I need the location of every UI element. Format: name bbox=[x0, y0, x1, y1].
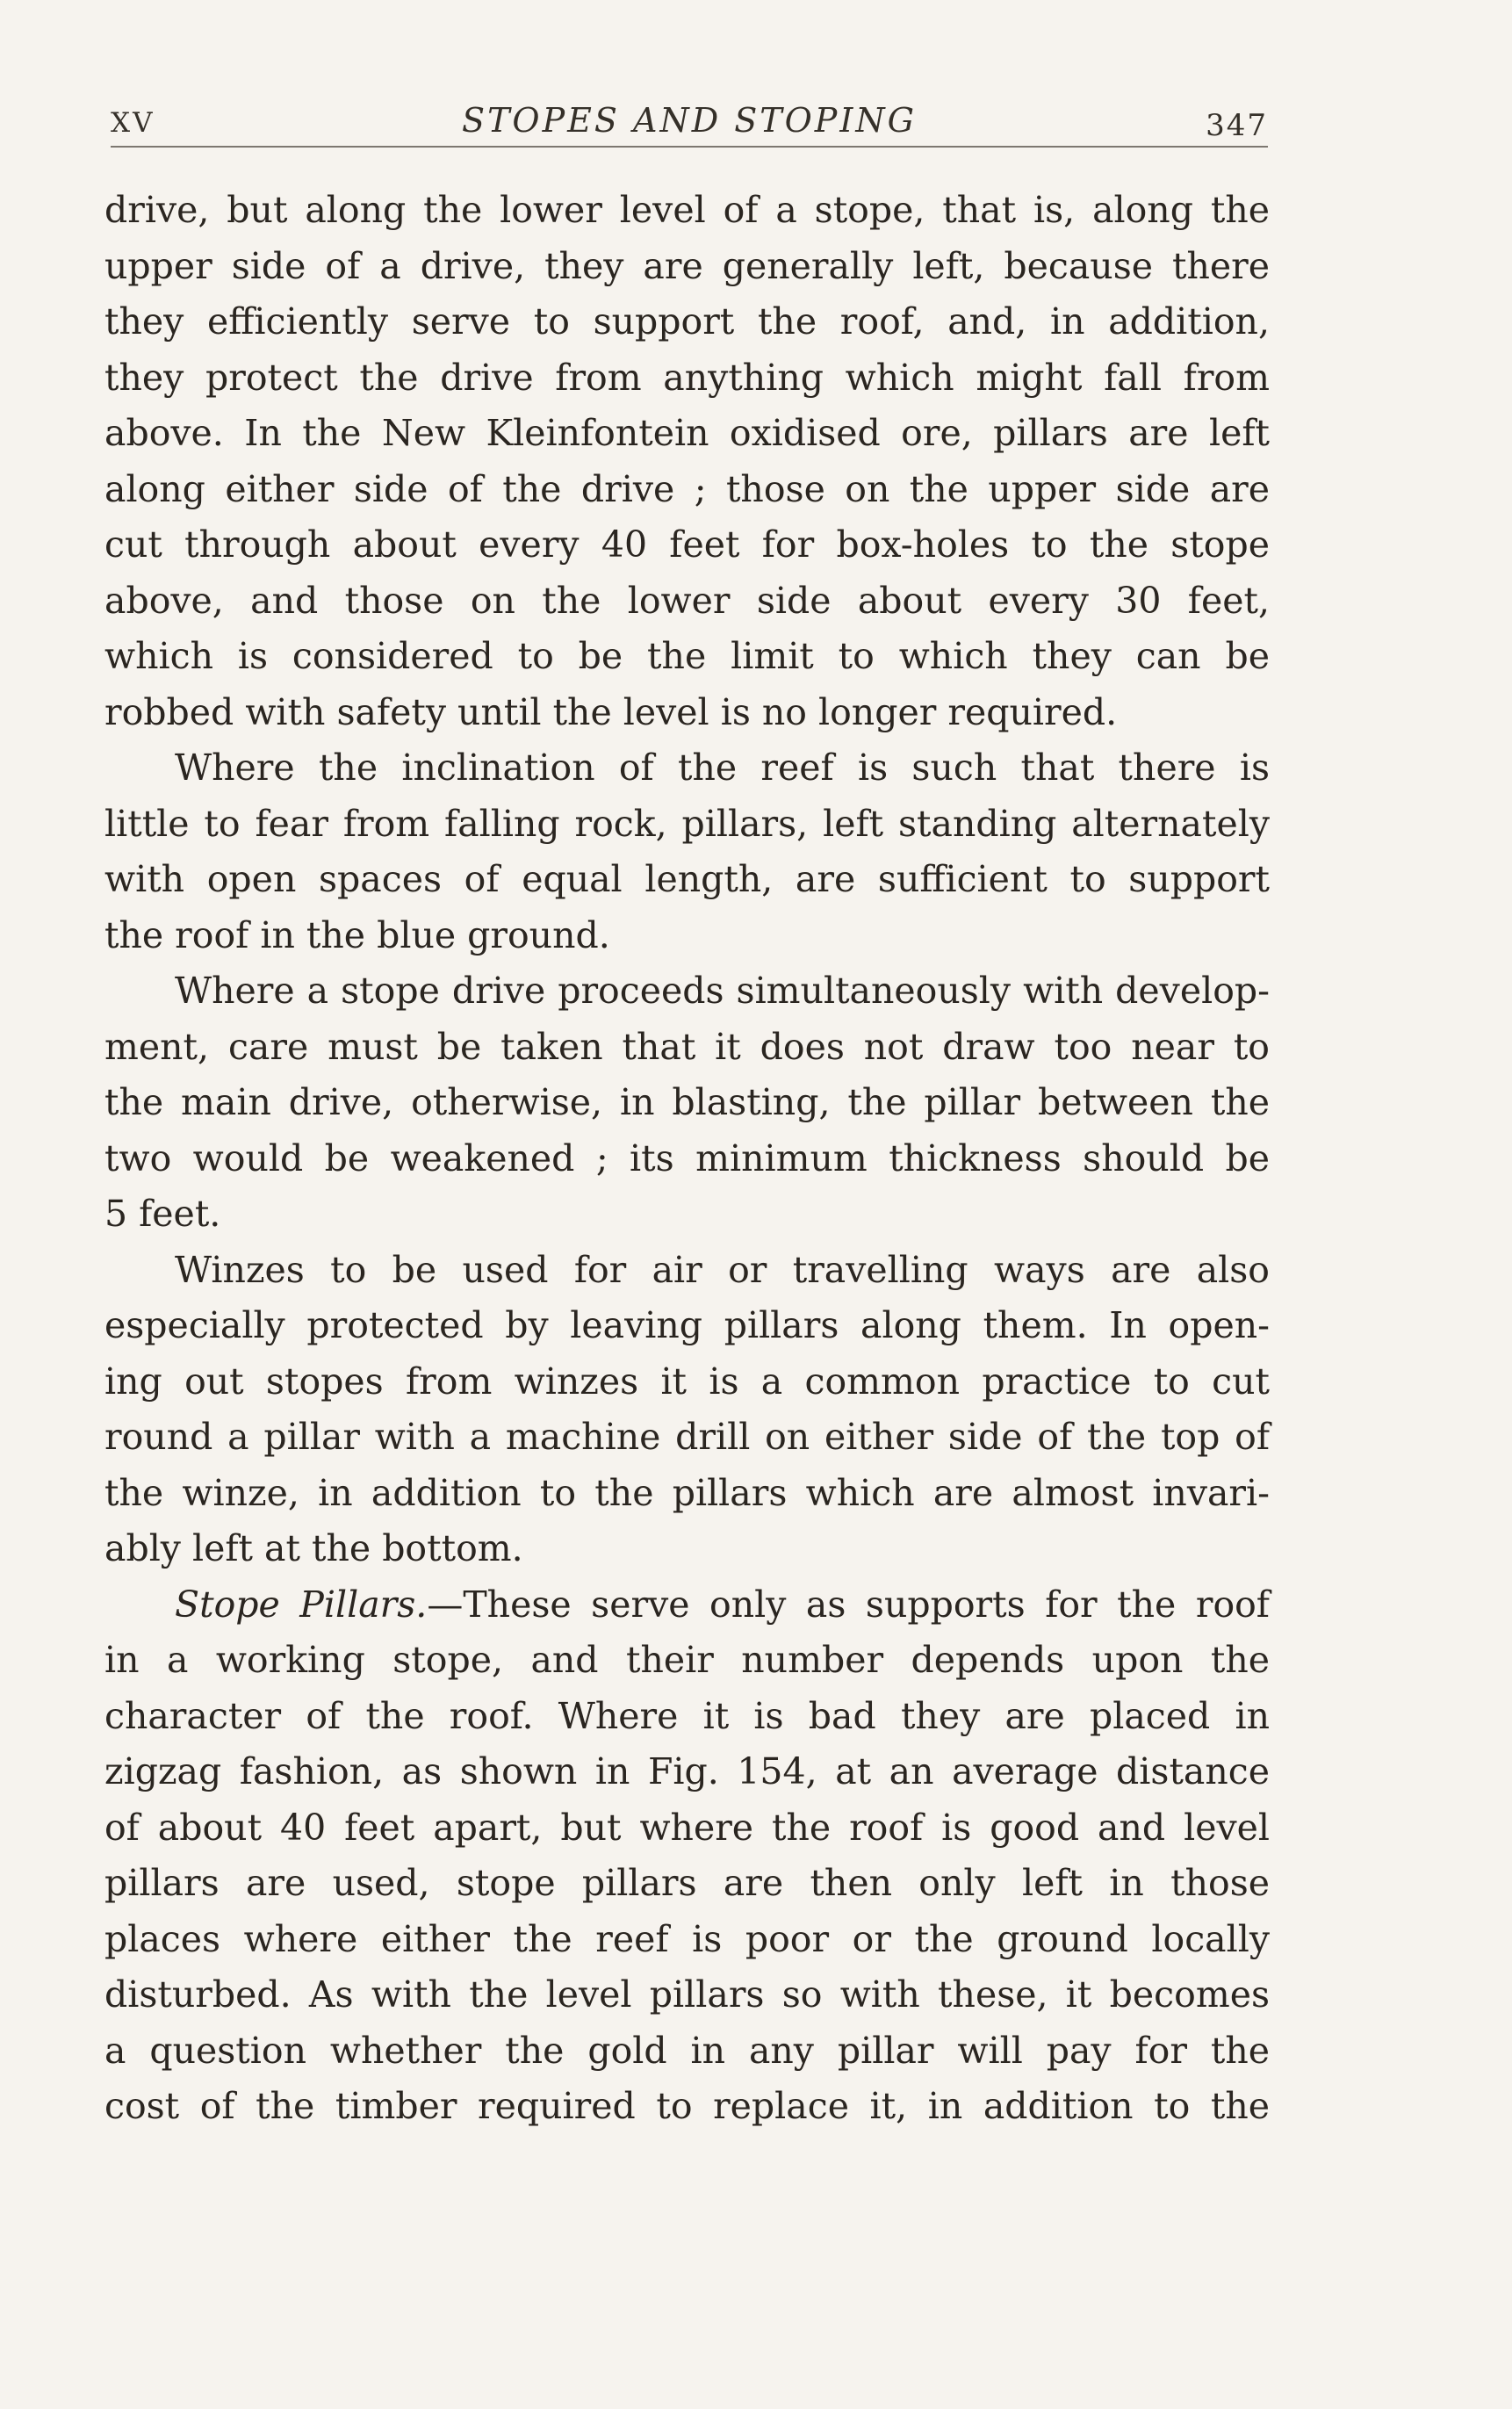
text-line: especially protected by leaving pillars along them. In open- bbox=[104, 1304, 1270, 1346]
text-line: the roof in the blue ground. bbox=[104, 913, 610, 956]
paragraph-2 bbox=[104, 740, 1270, 963]
text-line: ing out stopes from winzes it is a common practice to cut bbox=[104, 1360, 1270, 1403]
heading-continuation: —These serve only as supports for the roof bbox=[427, 1583, 1270, 1626]
text-line: Where a stope drive proceeds simultaneously with develop- bbox=[175, 970, 1270, 1012]
paragraph-1 bbox=[104, 183, 1270, 740]
text-line: above, and those on the lower side about every 30 feet, bbox=[104, 579, 1270, 622]
text-line: of about 40 feet apart, but where the roof is good and level bbox=[104, 1806, 1270, 1849]
running-head bbox=[111, 95, 1268, 148]
text-line: with open spaces of equal length, are sufficient to support bbox=[104, 858, 1270, 900]
page-number: 347 bbox=[1206, 108, 1268, 143]
text-line bbox=[104, 1577, 1270, 1634]
paragraph-5 bbox=[104, 1577, 1270, 2135]
text-line: the winze, in addition to the pillars which are almost invari- bbox=[104, 1471, 1270, 1514]
text-line: 5 feet. bbox=[104, 1193, 221, 1235]
text-line: ment, care must be taken that it does not draw too near to bbox=[104, 1025, 1270, 1068]
text-line: upper side of a drive, they are generally left, because there bbox=[104, 244, 1270, 287]
text-line: two would be weakened ; its minimum thickness should be bbox=[104, 1136, 1270, 1179]
body-text bbox=[104, 183, 1270, 2135]
text-line: drive, but along the lower level of a stope, that is, along the bbox=[104, 189, 1270, 231]
paragraph-4 bbox=[104, 1243, 1270, 1577]
text-line: round a pillar with a machine drill on either side of the top of bbox=[104, 1416, 1270, 1458]
text-line: the main drive, otherwise, in blasting, the pillar between the bbox=[104, 1081, 1270, 1123]
text-line: places where either the reef is poor or the ground locally bbox=[104, 1917, 1270, 1960]
text-line: in a working stope, and their number depends upon the bbox=[104, 1639, 1270, 1681]
text-line: which is considered to be the limit to which they can be bbox=[104, 635, 1270, 677]
text-line: ably left at the bottom. bbox=[104, 1527, 523, 1569]
text-line: cost of the timber required to replace it, in addition to the bbox=[104, 2085, 1270, 2127]
paragraph-3 bbox=[104, 963, 1270, 1243]
running-title: STOPES AND STOPING bbox=[462, 101, 917, 140]
text-line: above. In the New Kleinfontein oxidised ore, pillars are left bbox=[104, 412, 1270, 454]
text-line: along either side of the drive ; those on the upper side are bbox=[104, 467, 1270, 510]
text-line: pillars are used, stope pillars are then only left in those bbox=[104, 1862, 1270, 1904]
text-line: cut through about every 40 feet for box-holes to the stope bbox=[104, 523, 1270, 566]
text-line: Where the inclination of the reef is such that there is bbox=[175, 747, 1270, 789]
text-line: Winzes to be used for air or travelling ways are also bbox=[175, 1248, 1270, 1291]
text-line: character of the roof. Where it is bad they are placed in bbox=[104, 1694, 1270, 1737]
text-line: disturbed. As with the level pillars so with these, it becomes bbox=[104, 1973, 1270, 2016]
text-line: they protect the drive from anything which might fall from bbox=[104, 356, 1270, 399]
chapter-number: XV bbox=[111, 107, 155, 139]
text-line: a question whether the gold in any pillar will pay for the bbox=[104, 2029, 1270, 2072]
text-line: little to fear from falling rock, pillars, left standing alternately bbox=[104, 802, 1270, 845]
text-line: they efficiently serve to support the roof, and, in addition, bbox=[104, 300, 1270, 343]
text-line: robbed with safety until the level is no longer required. bbox=[104, 690, 1118, 733]
text-line: zigzag fashion, as shown in Fig. 154, at an average distance bbox=[104, 1750, 1270, 1792]
section-heading: Stope Pillars. bbox=[175, 1583, 428, 1626]
